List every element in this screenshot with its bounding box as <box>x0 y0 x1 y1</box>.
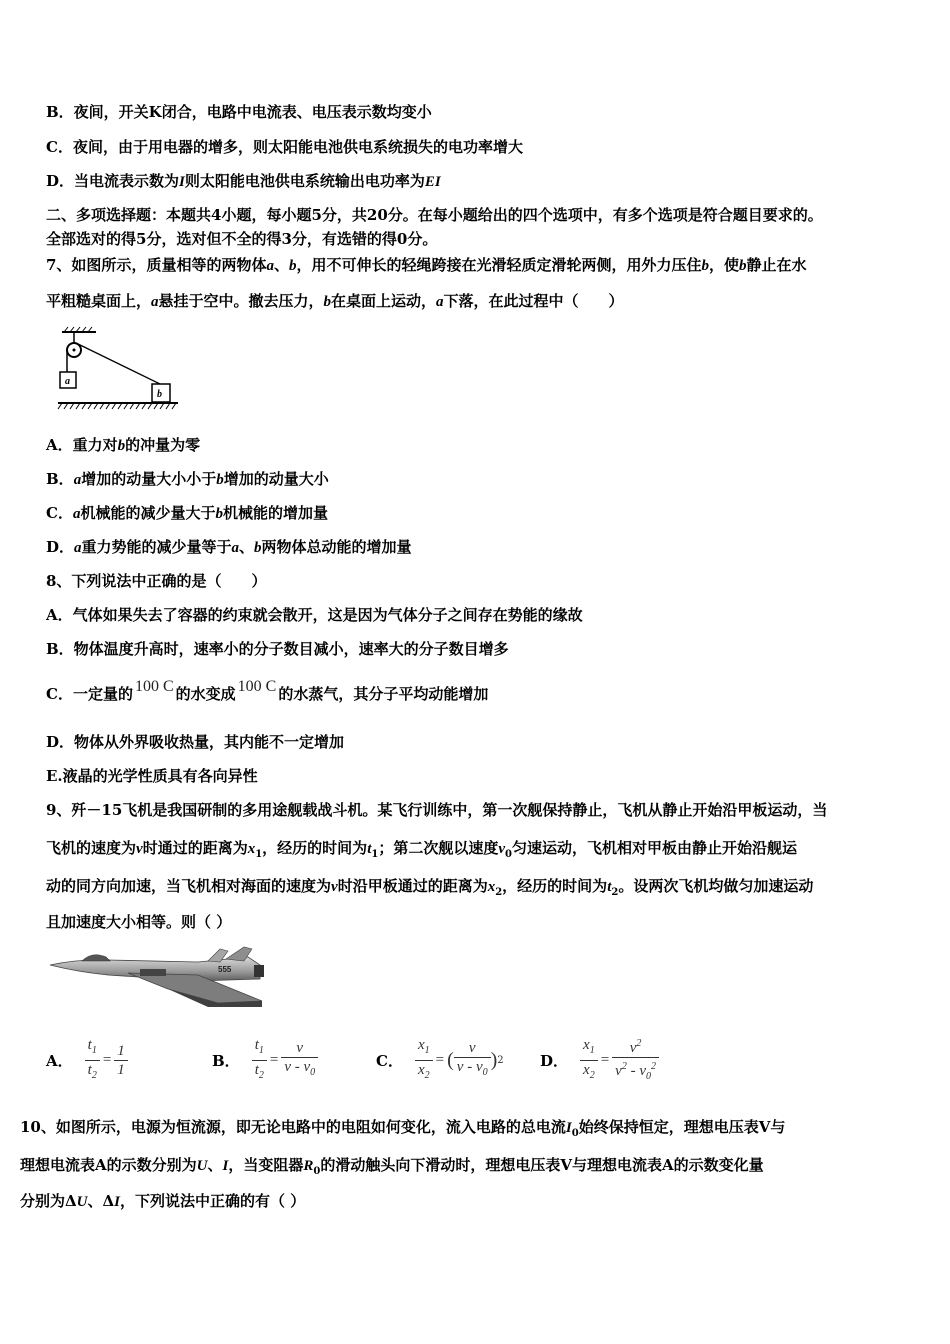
q8-option-c: C．一定量的 100 C 的水变成 100 C 的水蒸气，其分子平均动能增加 <box>46 678 489 703</box>
temperature-100c-1: 100 C <box>134 678 174 695</box>
q7-stem-line1: 7、如图所示，质量相等的两物体a、b，用不可伸长的轻绳跨接在光滑轻质定滑轮两侧，用外力压住b，使b静止在水 <box>46 256 807 274</box>
fraction-t1-t2: $\frac{t_1}{t_2}$ <box>85 1036 100 1085</box>
q7-stem-line2: 平粗糙桌面上，a悬挂于空中。撤去压力，b在桌面上运动，a下落，在此过程中（ ） <box>46 292 624 310</box>
section2-header-line1: 二、多项选择题：本题共4小题，每小题5分，共20分。在每小题给出的四个选项中，有多个选项是符合题目要求的。 <box>46 206 823 224</box>
fraction-v2-over-v2-minus-v02: $\frac{v^2}{v^2 - v_0^2}$ <box>612 1035 659 1086</box>
q9-option-a: A． $\frac{t_1}{t_2}$ = $\frac{1}{1}$ <box>46 1030 128 1090</box>
fraction-1-1: $\frac{1}{1}$ <box>114 1042 128 1079</box>
q7-option-b: B．a增加的动量大小小于b增加的动量大小 <box>46 470 329 488</box>
pulley-figure <box>56 326 180 412</box>
section2-header-line2: 全部选对的得5分，选对但不全的得3分，有选错的得0分。 <box>46 230 438 248</box>
fraction-v-over-v-minus-v0: $\frac{v}{v - v_0}$ <box>454 1039 491 1082</box>
block-a-label: a <box>65 376 70 387</box>
q8-option-a: A．气体如果失去了容器的约束就会散开，这是因为气体分子之间存在势能的缘故 <box>46 606 583 624</box>
q9-options-row <box>46 1030 906 1090</box>
q8-stem: 8、下列说法中正确的是（ ） <box>46 572 267 590</box>
fraction-v-over-v-minus-v0: $\frac{v}{v - v_0}$ <box>281 1039 318 1082</box>
q9-stem-line4: 且加速度大小相等。则（ ） <box>46 913 232 931</box>
q9-stem-line2: 飞机的速度为v时通过的距离为$x_1$，经历的时间为$t_1$；第二次舰以速度$v_0$匀速运动，飞机相对甲板由静止开始沿舰运 <box>46 839 797 860</box>
q9-option-c: C． $\frac{x_1}{x_2}$ = ( $\frac{v}{v - v_0}$ ) 2 <box>376 1030 504 1090</box>
q7-option-c: C．a机械能的减少量大于b机械能的增加量 <box>46 504 328 522</box>
q10-stem-line1: 10、如图所示，电源为恒流源，即无论电路中的电阻如何变化，流入电路的总电流$I_0$始终保持恒定，理想电压表V与 <box>20 1118 786 1139</box>
q10-stem-line2: 理想电流表A的示数分别为U、I，当变阻器$R_0$的滑动触头向下滑动时，理想电压表V与理想电流表A的示数变化量 <box>20 1156 764 1177</box>
q9-stem-line1: 9、歼－15飞机是我国研制的多用途舰载战斗机。某飞行训练中，第一次舰保持静止，飞机从静止开始沿甲板运动，当 <box>46 801 828 819</box>
svg-text:555: 555 <box>218 965 232 974</box>
fraction-x1-x2: $\frac{x_1}{x_2}$ <box>580 1036 598 1085</box>
temperature-100c-2: 100 C <box>237 678 277 695</box>
q9-stem-line3: 动的同方向加速，当飞机相对海面的速度为v时沿甲板通过的距离为$x_2$，经历的时间为$t_2$。设两次飞机均做匀加速运动 <box>46 877 814 898</box>
q7-option-d: D．a重力势能的减少量等于a、b两物体总动能的增加量 <box>46 538 412 556</box>
q9-option-d: D． $\frac{x_1}{x_2}$ = $\frac{v^2}{v^2 - v_0^2}$ <box>540 1030 659 1090</box>
fraction-t1-t2: $\frac{t_1}{t_2}$ <box>252 1036 267 1085</box>
q10-stem-line3: 分别为ΔU、ΔI，下列说法中正确的有（ ） <box>20 1192 306 1210</box>
q8-option-d: D．物体从外界吸收热量，其内能不一定增加 <box>46 733 345 751</box>
q6-option-b: B．夜间，开关K闭合，电路中电流表、电压表示数均变小 <box>46 103 432 121</box>
fraction-x1-x2: $\frac{x_1}{x_2}$ <box>415 1036 433 1085</box>
q9-option-b: B． $\frac{t_1}{t_2}$ = $\frac{v}{v - v_0}$ <box>212 1030 318 1090</box>
fighter-jet-image <box>48 945 266 1009</box>
q8-option-b: B．物体温度升高时，速率小的分子数目减小，速率大的分子数目增多 <box>46 640 509 658</box>
q6-option-c: C．夜间，由于用电器的增多，则太阳能电池供电系统损失的电功率增大 <box>46 138 523 156</box>
block-b-label: b <box>157 389 162 400</box>
q6-option-d: D．当电流表示数为I则太阳能电池供电系统输出电功率为EI <box>46 172 441 190</box>
q7-option-a: A．重力对b的冲量为零 <box>46 436 201 454</box>
q8-option-e: E.液晶的光学性质具有各向异性 <box>46 767 258 785</box>
